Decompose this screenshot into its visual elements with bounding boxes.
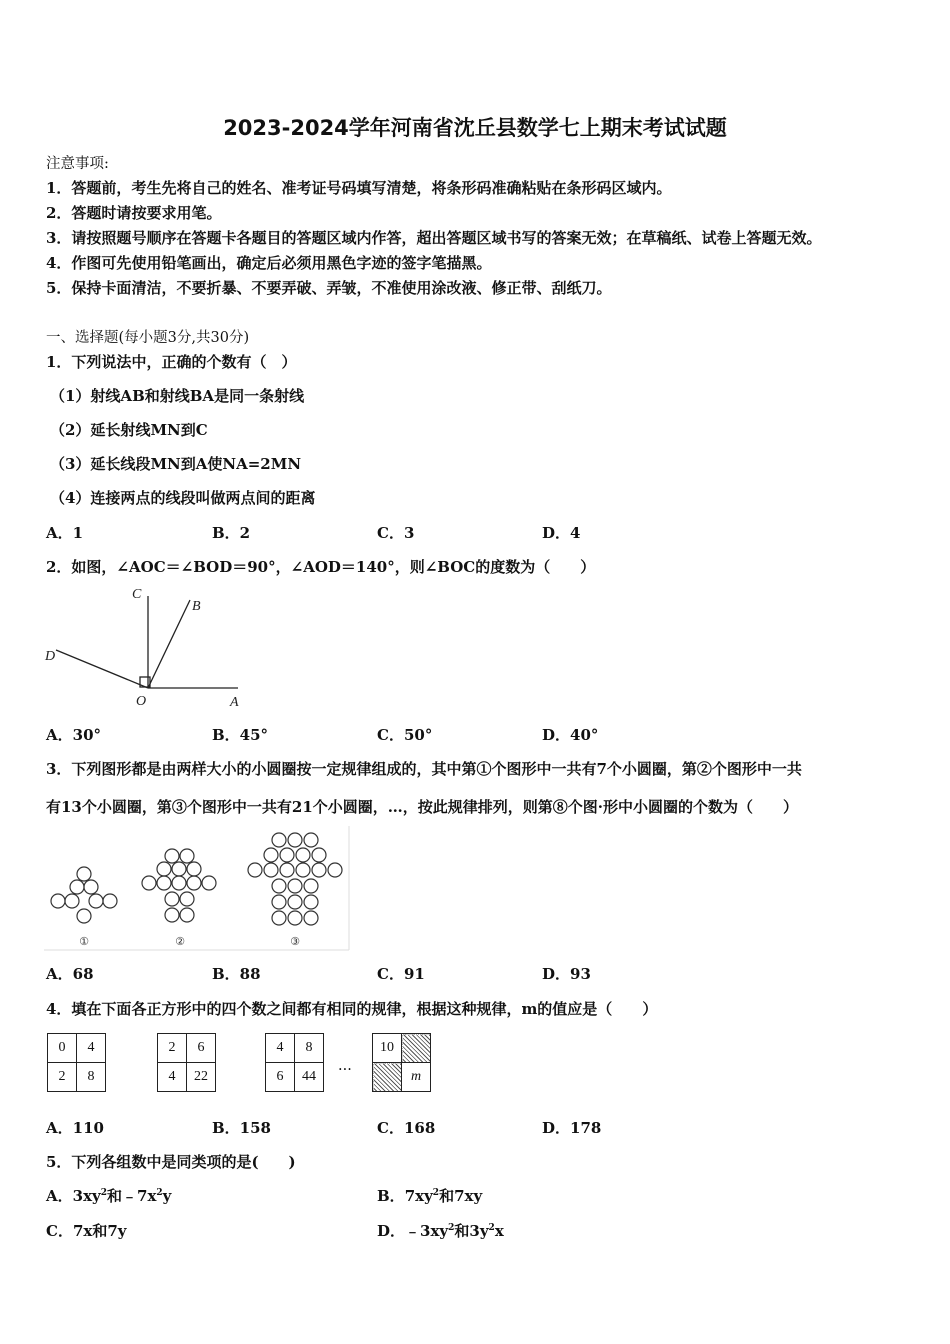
q5-option-a: A．$3xy^2$和$﹣7x^2y$ bbox=[46, 1187, 172, 1205]
q2-option-b: B．45° bbox=[212, 726, 269, 744]
cell: 10 bbox=[373, 1034, 402, 1063]
cell: 0 bbox=[48, 1034, 77, 1063]
q2-option-c: C．50° bbox=[377, 726, 433, 744]
q4-option-c: C．168 bbox=[377, 1119, 436, 1137]
cell: 44 bbox=[295, 1063, 324, 1092]
q4-option-a: A．110 bbox=[46, 1119, 104, 1137]
q4-square-3 bbox=[265, 1033, 324, 1092]
q1-item: （4）连接两点的线段叫做两点间的距离 bbox=[50, 489, 316, 507]
label-c: C bbox=[132, 587, 142, 602]
label-a: A bbox=[230, 695, 239, 710]
label-d: D bbox=[45, 649, 56, 664]
q2-angle-figure bbox=[40, 584, 260, 714]
note-item: 4．作图可先使用铅笔画出，确定后必须用黑色字迹的签字笔描黑。 bbox=[46, 254, 492, 272]
q3-circle-pattern-figure bbox=[44, 826, 352, 952]
q3-stem-line2: 有13个小圆圈，第③个图形中一共有21个小圆圈，…，按此规律排列，则第⑧个图·形中小圆圈的个数为（ ） bbox=[46, 798, 798, 816]
q1-item: （2）延长射线MN到C bbox=[50, 421, 208, 439]
cell-m: m bbox=[402, 1063, 431, 1092]
cell: 22 bbox=[187, 1063, 216, 1092]
cell: 8 bbox=[77, 1063, 106, 1092]
q1-option-d: D．4 bbox=[542, 524, 581, 542]
q1-item: （3）延长线段MN到A使NA=2MN bbox=[50, 455, 302, 473]
note-item: 1．答题前，考生先将自己的姓名、准考证号码填写清楚，将条形码准确粘贴在条形码区域内。 bbox=[46, 179, 672, 197]
label-b: B bbox=[192, 599, 201, 614]
q5-stem: 5．下列各组数中是同类项的是( ) bbox=[46, 1153, 296, 1171]
q1-stem: 1．下列说法中，正确的个数有（ ） bbox=[46, 353, 297, 371]
page-title: 2023-2024学年河南省沈丘县数学七上期末考试试题 bbox=[223, 116, 727, 140]
fig-label-3: ③ bbox=[290, 935, 300, 948]
notes-heading: 注意事项: bbox=[46, 156, 109, 172]
q4-square-1 bbox=[47, 1033, 106, 1092]
q4-square-4 bbox=[372, 1033, 431, 1092]
q5-option-c: C．7x和7y bbox=[46, 1222, 127, 1240]
section-heading: 一、选择题(每小题3分,共30分) bbox=[46, 330, 250, 346]
q4-option-d: D．178 bbox=[542, 1119, 602, 1137]
q3-option-c: C．91 bbox=[377, 965, 425, 983]
q1-option-b: B．2 bbox=[212, 524, 251, 542]
cell: 6 bbox=[266, 1063, 295, 1092]
fig-label-2: ② bbox=[175, 935, 185, 948]
hatched-cell bbox=[402, 1034, 431, 1063]
q5-option-d: D．$﹣3xy^2$和$3y^2x$ bbox=[377, 1222, 504, 1240]
note-item: 3．请按照题号顺序在答题卡各题目的答题区域内作答，超出答题区域书写的答案无效；在草稿纸、试卷上答题无效。 bbox=[46, 229, 822, 247]
q1-item: （1）射线AB和射线BA是同一条射线 bbox=[50, 387, 305, 405]
q2-option-d: D．40° bbox=[542, 726, 599, 744]
cell: 4 bbox=[77, 1034, 106, 1063]
cell: 2 bbox=[48, 1063, 77, 1092]
q1-option-a: A．1 bbox=[46, 524, 84, 542]
label-o: O bbox=[136, 694, 147, 709]
cell: 4 bbox=[158, 1063, 187, 1092]
cell: 6 bbox=[187, 1034, 216, 1063]
cell: 2 bbox=[158, 1034, 187, 1063]
q2-option-a: A．30° bbox=[46, 726, 102, 744]
q3-option-d: D．93 bbox=[542, 965, 591, 983]
q2-stem: 2．如图，∠AOC＝∠BOD＝90°，∠AOD＝140°，则∠BOC的度数为（ ） bbox=[46, 558, 596, 576]
cell: 8 bbox=[295, 1034, 324, 1063]
q4-option-b: B．158 bbox=[212, 1119, 271, 1137]
cell: 4 bbox=[266, 1034, 295, 1063]
q4-stem: 4．填在下面各正方形中的四个数之间都有相同的规律，根据这种规律，m的值应是（ ） bbox=[46, 1000, 658, 1018]
q4-square-2 bbox=[157, 1033, 216, 1092]
q5-option-b: B．$7xy^2$和7xy bbox=[377, 1187, 483, 1205]
q3-stem-line1: 3．下列图形都是由两样大小的小圆圈按一定规律组成的，其中第①个图形中一共有7个小圆圈，第②个图形中一共 bbox=[46, 760, 802, 778]
q1-option-c: C．3 bbox=[377, 524, 415, 542]
note-item: 2．答题时请按要求用笔。 bbox=[46, 204, 222, 222]
q4-ellipsis: ··· bbox=[338, 1062, 352, 1078]
hatched-cell bbox=[373, 1063, 402, 1092]
fig-label-1: ① bbox=[79, 935, 89, 948]
note-item: 5．保持卡面清洁，不要折暴、不要弄破、弄皱，不准使用涂改液、修正带、刮纸刀。 bbox=[46, 279, 612, 297]
q3-option-a: A．68 bbox=[46, 965, 94, 983]
q3-option-b: B．88 bbox=[212, 965, 261, 983]
